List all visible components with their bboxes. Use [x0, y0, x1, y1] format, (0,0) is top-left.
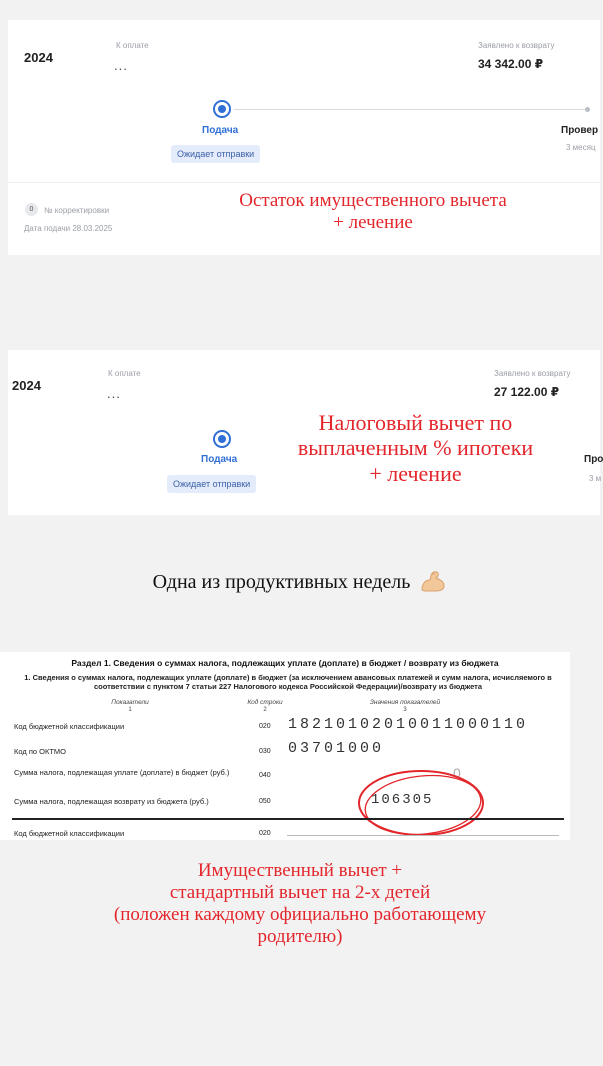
to-pay-value: ...	[114, 58, 128, 73]
annotation-1	[198, 190, 548, 234]
declared-label: Заявлено к возврату	[494, 369, 571, 378]
row-code-030: 030	[259, 748, 271, 755]
status-badge: Ожидает отправки	[167, 475, 256, 493]
caption-text: Одна из продуктивных недель	[152, 571, 411, 593]
divider	[8, 182, 600, 183]
row-value-oktmo: 03701000	[288, 740, 385, 757]
row-label-kbk: Код бюджетной классификации	[14, 722, 125, 731]
flexed-biceps-icon	[419, 570, 447, 592]
correction-count-badge: 0	[25, 203, 38, 216]
step-check-dot-icon	[585, 107, 590, 112]
table-separator	[12, 818, 564, 820]
step-submit-icon	[213, 100, 231, 118]
annotation-2-line2: выплаченным % ипотеки	[297, 435, 534, 461]
annotation-3	[0, 860, 600, 947]
row-value-kbk: 18210102010011000110	[288, 716, 529, 733]
correction-label: № корректировки	[44, 206, 110, 215]
declaration-card-2[interactable]	[8, 350, 603, 515]
declared-amount: 34 342.00 ₽	[478, 57, 544, 71]
tax-year: 2024	[24, 50, 53, 65]
annotation-2-line3: + лечение	[369, 460, 462, 486]
red-circle-highlight	[355, 765, 490, 845]
row-code-020-2: 020	[259, 830, 271, 837]
annotation-3-line1: Имущественный вычет +	[197, 860, 403, 881]
row-code-050: 050	[259, 798, 271, 805]
annotation-1-line1: Остаток имущественного вычета	[239, 190, 507, 211]
row-label-tax-to-pay: Сумма налога, подлежащая уплате (доплате) в бюджет (руб.)	[14, 768, 230, 777]
row-label-tax-refund: Сумма налога, подлежащая возврату из бюджета (руб.)	[14, 797, 209, 806]
col-header-values: Значения показателей	[369, 699, 441, 706]
declared-amount: 27 122.00 ₽	[494, 385, 560, 399]
annotation-1-line2: + лечение	[333, 211, 413, 233]
annotation-3-line4: родителю)	[257, 925, 343, 947]
progress-line	[234, 109, 588, 110]
to-pay-label: К оплате	[108, 369, 141, 378]
step-check-label: Про	[584, 454, 603, 465]
col-number-3: 3	[403, 707, 407, 713]
tax-year: 2024	[12, 378, 41, 393]
to-pay-value: ...	[107, 386, 121, 401]
annotation-3-line2: стандартный вычет на 2-х детей	[169, 881, 431, 903]
col-header-indicators: Показатели	[111, 699, 149, 706]
step-check-label: Провер	[561, 125, 599, 136]
col-number-2: 2	[263, 707, 267, 713]
row-code-020: 020	[259, 723, 271, 730]
row-value-tax-refund: 106305	[371, 792, 434, 808]
step-check-duration: 3 месяц	[566, 143, 596, 152]
empty-value-line	[287, 835, 559, 836]
row-label-oktmo: Код по ОКТМО	[14, 747, 67, 756]
row-value-tax-to-pay: 0	[453, 765, 461, 781]
form-section-title: Раздел 1. Сведения о суммах налога, подлежащих уплате (доплате) в бюджет / возврату из бюджета	[71, 658, 499, 668]
row-code-040: 040	[259, 772, 271, 779]
step-submit-icon	[213, 430, 231, 448]
to-pay-label: К оплате	[116, 41, 149, 50]
tax-form-excerpt	[0, 652, 570, 840]
col-header-line-code: Код строки	[247, 699, 283, 706]
status-badge: Ожидает отправки	[171, 145, 260, 163]
form-section-subtitle: 1. Сведения о суммах налога, подлежащих уплате (доплате) в бюджет (за исключением авансовых платежей и сумм налога, исчисляемого в соответствии с пунктом 7 статьи 227 Налогового кодекса Российской Федерации)/возврату из бюджета	[24, 673, 552, 691]
annotation-3-line3: (положен каждому официально работающему	[113, 903, 487, 925]
caption	[0, 570, 600, 594]
annotation-2-line1: Налоговый вычет по	[318, 410, 513, 435]
declared-label: Заявлено к возврату	[478, 41, 555, 50]
col-number-1: 1	[128, 707, 132, 713]
step-submit-label: Подача	[202, 125, 239, 136]
step-check-duration: 3 м	[589, 474, 602, 483]
annotation-2	[258, 410, 573, 486]
row-label-kbk-2: Код бюджетной классификации	[14, 829, 125, 838]
submit-date: Дата подачи 28.03.2025	[24, 224, 113, 233]
declaration-card-1[interactable]	[8, 20, 600, 255]
step-submit-label: Подача	[201, 454, 238, 465]
